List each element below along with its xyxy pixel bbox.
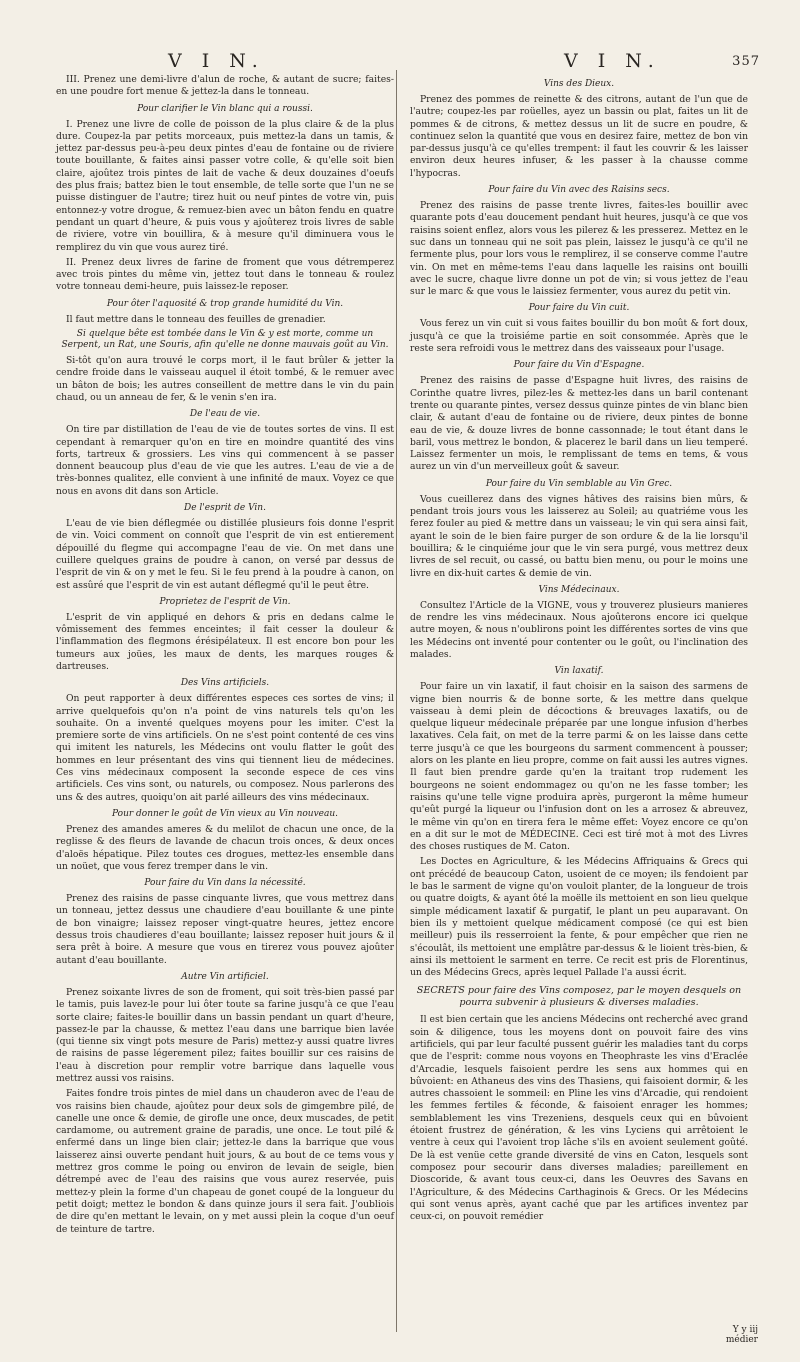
section-heading: Pour donner le goût de Vin vieux au Vin nouveau. [111,808,339,819]
paragraph: On peut rapporter à deux différentes especes ces sortes de vins; il arrive quelquefois qu'on n'a point de vins naturels tels qu'on les souhaite. On a inventé quelques moyens pour les imiter. C'est la premiere sorte de vins artificiels. On ne s'est point contenté de ces vins qui imitent les naturels, les Médecins ont voulu flatter le goût des hommes en leur présentant des vins qui tiennent lieu de médecines. Ces vins médecinaux composent la seconde espece de ces vins artificiels. Ces vins sont, ou naturels, ou composez. Nous parlerons des uns & des autres, quoiqu'on ait parlé ailleurs des vins médecinaux. [56,693,394,803]
section-heading: Proprietez de l'esprit de Vin. [159,596,291,607]
section-heading: Pour clarifier le Vin blanc qui a roussi. [137,103,313,114]
section-heading: Vin laxatif. [554,666,604,677]
section-heading: Pour faire du Vin dans la nécessité. [144,878,306,889]
running-title-left: V I N. [168,50,265,72]
paragraph: Il est bien certain que les anciens Médecins ont recherché avec grand soin & diligence, tous les moyens dont on pouvoit faire des vins artificiels, qui par leur faculté pussent guérir les maladies tant du corps que de l'esprit: comme nous voyons en Theophraste les vins d'Eraclée d'Arcadie, lesquels faisoient perdre les sens aux hommes qui en bûvoient: en Athaneus des vins des Thasiens, qui faisoient dormir, & les autres chassoient le sommeil: en Pline les vins d'Arcadie, qui rendoient les femmes fertiles & féconde, & faisoient enrager les hommes; semblablement les vins Trezeniens, desquels ceux qui en bûvoient étoient frustrez de génération, & les vins Lyciens qui arrêtoient le ventre à ceux qui l'avoient trop lâche s'ils en avoient seulement goûté. De là est venüe cette grande diversité de vins en Caton, lesquels sont composez pour secourir dans diverses maladies; pareillement en Dioscoride, & avant tous ceux-ci, dans les Oeuvres des Savans en l'Agriculture, & des Médecins Carthaginois & Grecs. Or les Médecins qui sont venus après, ayant caché que par les artifices inventez par ceux-ci, on pouvoit remédier [410,1014,748,1223]
left-column [56,74,394,1239]
paragraph: Prenez des raisins de passe d'Espagne huit livres, des raisins de Corinthe quatre livres, pilez-les & mettez-les dans un baril contenant trente ou quarante pintes, versez dessus quinze pintes de vin blanc bien clair, & autant d'eau de fontaine ou de riviere, deux pintes de bonne eau de vie, & douze livres de bonne cassonnade; le tout étant dans le baril, vous mettrez le bondon, & placerez le baril dans un lieu temperé. Laissez fermenter un mois, le remplissant de tems en tems, & vous aurez un vin d'un merveilleux goût & saveur. [410,375,748,473]
section-heading: Pour faire du Vin cuit. [528,303,630,314]
column-divider [396,70,397,1332]
paragraph: Vous ferez un vin cuit si vous faites bouillir du bon moût & fort doux, jusqu'à ce que la troisiéme partie en soit consommée. Après que le reste sera refroidi vous le mettrez dans des vaisseaux pour l'usage. [410,318,748,355]
paragraph: Les Doctes en Agriculture, & les Médecins Affriquains & Grecs qui ont précédé de beaucoup Caton, usoient de ce moyen; ils fendoient par le bas le sarment de vigne qu'on vouloit planter, de la longueur de trois ou quatre doigts, & ayant ôté la moëlle ils mettoient en son lieu quelque simple médicament laxatif & purgatif, le plant un peu auparavant. On bien ils y mettoient quelque médicament composé (ce qui est bien meilleur) puis ils resserroient la fente, & pour empêcher que rien ne s'écoulât, ils mettoient une emplâtre par-dessus & le lioient très-bien, & ainsi ils mettoient le sarment en terre. Ce recit est pris de Florentinus, un des Médecins Grecs, après lequel Pallade l'a aussi écrit. [410,856,748,979]
section-heading: Pour faire du Vin d'Espagne. [513,360,645,371]
paragraph: Pour faire un vin laxatif, il faut choisir en la saison des sarmens de vigne bien nourris & de bonne sorte, & les mettre dans quelque vaisseau à demi plein de décoctions & breuvages laxatifs, ou de quelque liqueur médecinale préparée par une longue infusion d'herbes laxatives. Cela fait, on met de la terre parmi & on les laisse dans cette terre jusqu'à ce que les bourgeons du sarment commencent à pousser; alors on les plante en lieu propre, comme on fait aussi les autres vignes. Il faut bien prendre garde qu'en la traitant trop rudement les bourgeons ne soient endommagez ou qu'on ne les fasse tomber; les raisins qu'une telle vigne produira après, purgeront la même humeur qu'eût purgé la liqueur ou l'infusion dont on les a arrosez & abreuvez, le même vin qu'on en tirera fera le même effet: Voyez encore ce qu'on en a dit sur le mot de MÉDECINE. Ceci est tiré mot à mot des Livres des choses rustiques de M. Caton. [410,681,748,853]
sub-heading: Si quelque bête est tombée dans le Vin & y est morte, comme un Serpent, un Rat, une Souris, afin qu'elle ne donne mauvais goût au Vin. [61,329,389,351]
paragraph: Prenez soixante livres de son de froment, qui soit très-bien passé par le tamis, puis lavez-le pour lui ôter toute sa farine jusqu'à ce que l'eau sorte claire; faites-le bouillir dans un bassin pendant un quart d'heure, passez-le par la chausse, & mettez l'eau dans une barrique bien lavée (qui tienne six vingt pots mesure de Paris) mettez-y aussi quatre livres de raisins de passe légerement pilez; faites bouillir sur ces raisins de l'eau à discretion pour remplir votre barrique dans laquelle vous mettrez aussi vos raisins. [56,986,394,1084]
section-heading: Autre Vin artificiel. [181,971,269,982]
paragraph: Vous cueillerez dans des vignes hâtives des raisins bien mûrs, & pendant trois jours vous les laisserez au Soleil; au quatriéme vous les ferez fouler au pied & mettre dans un vaisseau; le vin qui sera ainsi fait, ayant le soin de le bien faire purger de son ordure & de la lie lorsqu'il bouillira; & le cinquiéme jour que le vin sera purgé, vous mettrez deux livres de sel recuit, ou cassé, ou battu bien menu, ou pour le moins une livre en dix-huit cartes & demie de vin. [410,493,748,579]
paragraph: L'eau de vie bien déflegmée ou distillée plusieurs fois donne l'esprit de vin. Voici comment on connoît que l'esprit de vin est entierement dépouillé du flegme qui accompagne l'eau de vie. On met dans une cuillere quelques grains de poudre à canon, on versé par dessus de l'esprit de vin & on y met le feu. Si le feu prend à la poudre à canon, on est assûré que l'esprit de vin est autant déflegmé qu'il le peut être. [56,518,394,591]
paragraph: Prenez des pommes de reinette & des citrons, autant de l'un que de l'autre; coupez-les par roüelles, ayez un bassin ou plat, faites un lit de pommes & de citrons, & mettez dessus un lit de sucre en poudre, & continuez selon la quantité que vous en desirez faire, mettez de bon vin par-dessus jusqu'à ce qu'elles trempent: il faut les couvrir & les laisser environ deux heures infuser, & les passer à la chausse comme l'hypocras. [410,94,748,179]
paragraph: On tire par distillation de l'eau de vie de toutes sortes de vins. Il est cependant à remarquer qu'on en tire en moindre quantité des vins forts, tartreux & grossiers. Les vins qui commencent à se passer donnent beaucoup plus d'eau de vie que les autres. L'eau de vie a de très-bonnes qualitez, elle convient à une infinité de maux. Voyez ce que nous en avons dit dans son Article. [56,424,394,497]
paragraph: Prenez des raisins de passe trente livres, faites-les bouillir avec quarante pots d'eau doucement pendant huit heures, jusqu'à ce que vos raisins soient enflez, alors vous les pilerez & les presserez. Mettez en le suc dans un tonneau qui ne soit pas plein, laissez le jusqu'à ce qu'il ne fermente plus, pour lors vous le remplirez, il se conserve comme l'autre vin. On met en même-tems l'eau dans laquelle les raisins ont bouilli avec le sucre, chaque livre donne un pot de vin; si vous jettez de l'eau sur le marc & que vous le laissiez fermenter, vous aurez du petit vin. [410,200,748,298]
paragraph: III. Prenez une demi-livre d'alun de roche, & autant de sucre; faites-en une poudre fort menue & jettez-la dans le tonneau. [56,74,394,98]
paragraph: Prenez des raisins de passe cinquante livres, que vous mettrez dans un tonneau, jettez dessus une chaudiere d'eau bouillante & une pinte de bon vinaigre; laissez reposer vingt-quatre heures, jettez encore dessus trois chaudieres d'eau bouillante; laissez reposer huit jours & il sera prêt à boire. A mesure que vous en tirerez vous pouvez ajoûter autant d'eau bouillante. [56,893,394,966]
page-number: 357 [732,54,760,69]
major-heading: SECRETS pour faire des Vins composez, par le moyen desquels on pourra subvenir à plusieurs & diverses maladies. [416,985,742,1009]
section-heading: Des Vins artificiels. [180,678,270,689]
paragraph: Il faut mettre dans le tonneau des feuilles de grenadier. [66,313,326,325]
running-title-right: V I N. [564,50,661,72]
section-heading: Pour faire du Vin avec des Raisins secs. [488,185,670,196]
section-heading: Pour faire du Vin semblable au Vin Grec. [485,478,673,489]
paragraph: Consultez l'Article de la VIGNE, vous y trouverez plusieurs manieres de rendre les vins médecinaux. Nous ajoûterons encore ici quelque autre moyen, & nous n'oublirons point les différentes sortes de vins que les Médecins ont inventé pour contenter ou le goût, ou l'inclination des malades. [410,599,748,660]
paragraph: L'esprit de vin appliqué en dehors & pris en dedans calme le vômissement des femmes enceintes; il fait cesser la douleur & l'inflammation des flegmons érésipélateux. Il est encore bon pour les tumeurs aux joües, les maux de dents, les marques rouges & dartreuses. [56,611,394,672]
section-heading: Vins des Dieux. [543,79,615,89]
catchword: médier [725,1335,758,1345]
paragraph: I. Prenez une livre de colle de poisson de la plus claire & de la plus dure. Coupez-la par petits morceaux, puis mettez-la dans un tamis, & jettez par-dessus peu-à-peu deux pintes d'eau de fontaine ou de riviere toute bouillante, & faites ainsi passer votre colle, & qu'elle soit bien claire, ajoûtez trois pintes de lait de vache & deux douzaines d'oeufs des plus frais; battez bien le tout ensemble, de telle sorte que l'un ne se puisse distinguer de l'autre; tirez huit ou neuf pintes de votre vin, puis entonnez-y votre drogue, & remuez-bien avec un bâton fendu en quatre pendant un quart d'heure, & puis vous y ajoûterez trois livres de sable de riviere, votre vin bouillira, & à mesure qu'il diminuera vous le remplirez du vin que vous aurez tiré. [56,118,394,253]
right-column [410,74,748,1226]
section-heading: De l'esprit de Vin. [184,503,266,514]
section-heading: De l'eau de vie. [189,409,261,420]
paragraph: Si-tôt qu'on aura trouvé le corps mort, il le faut brûler & jetter la cendre froide dans le vaisseau auquel il étoit tombé, & le remuer avec un bâton de bois; les autres conseillent de mettre dans le vin du pain chaud, ou un anneau de fer, & le venin s'en ira. [56,355,394,403]
section-heading: Vins Médecinaux. [538,584,620,595]
paragraph: II. Prenez deux livres de farine de froment que vous détremperez avec trois pintes du même vin, jettez tout dans le tonneau & roulez votre tonneau demi-heure, puis laissez-le reposer. [56,256,394,293]
paragraph: Prenez des amandes ameres & du melilot de chacun une once, de la reglisse & des fleurs de lavande de chacun trois onces, & deux onces d'aloës hépatique. Pilez toutes ces drogues, mettez-les ensemble dans un noüet, que vous ferez tremper dans le vin. [56,823,394,872]
signature-mark: Y y iij [732,1325,758,1335]
section-heading: Pour ôter l'aquosité & trop grande humidité du Vin. [106,298,344,309]
paragraph: Faites fondre trois pintes de miel dans un chauderon avec de l'eau de vos raisins bien chaude, ajoûtez pour deux sols de gimgembre pilé, de canelle une once & demie, de girofle une once, deux muscades, de petit cardamome, ou autrement graine de paradis, une once. Le tout pilé & enfermé dans un linge bien clair; jettez-le dans la barrique que vous laisserez ainsi ouverte pendant huit jours, & au bout de ce tems vous y mettrez gros comme le poing ou environ de levain de seigle, bien détrempé avec de l'eau des raisins que vous aurez reservée, puis mettez-y plein la forme d'un chapeau de gonet coupé de la longueur du petit doigt; mettez le bondon & dans quinze jours il sera fait. J'oubliois de dire qu'en mettant le levain, on y met aussi plein la coque d'un oeuf de teinture de tartre. [56,1088,394,1235]
running-header [56,50,760,72]
